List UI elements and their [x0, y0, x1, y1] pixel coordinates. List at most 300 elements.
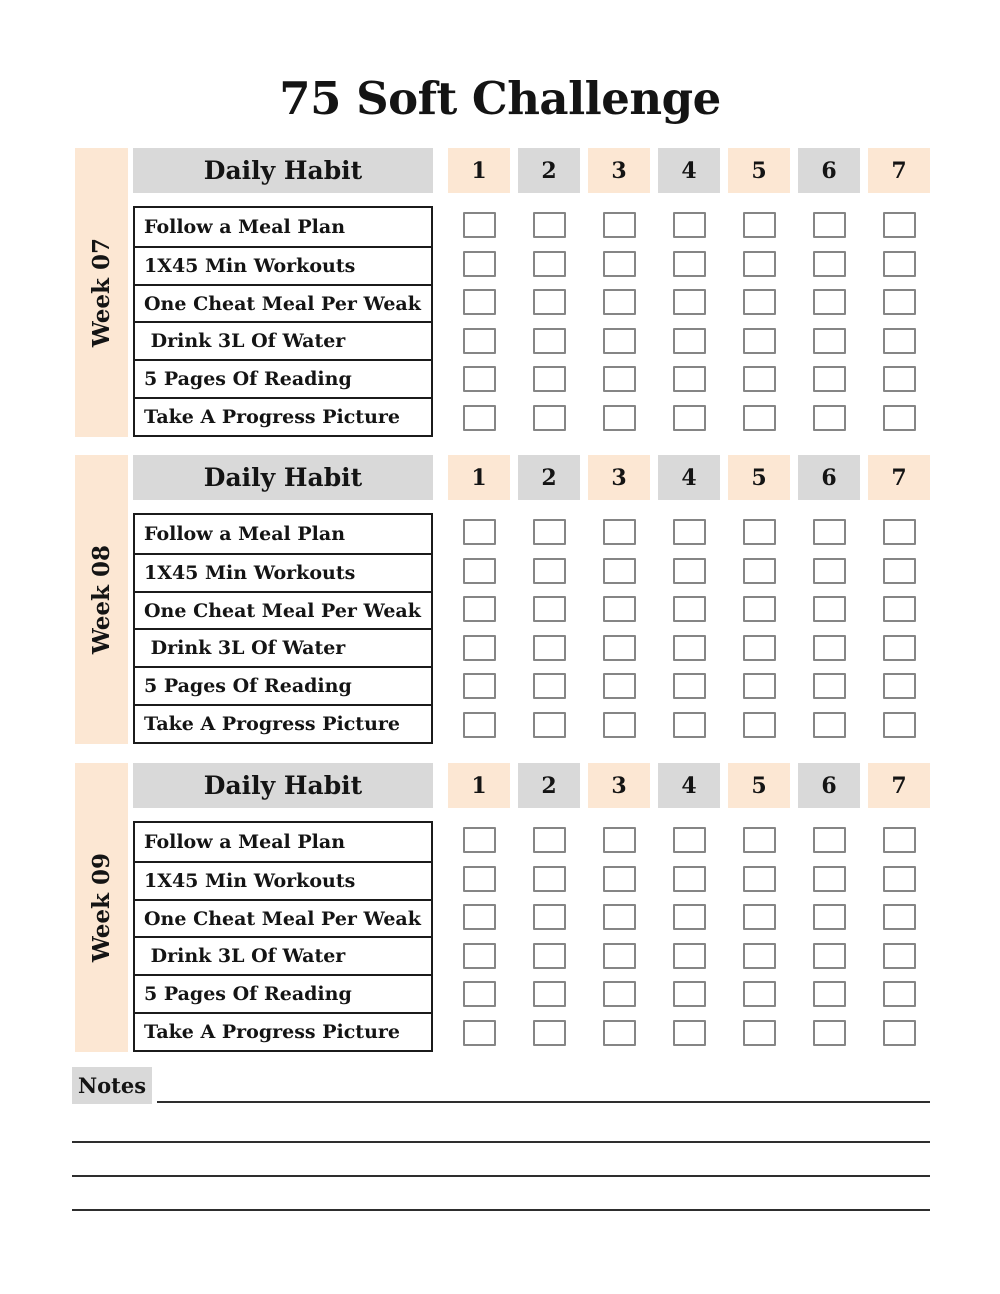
checkbox-cell	[868, 283, 930, 322]
checkbox-cell	[658, 667, 720, 706]
checkbox[interactable]	[813, 673, 846, 699]
checkbox-cell	[588, 360, 650, 399]
checkbox[interactable]	[533, 827, 566, 853]
checkbox-cell	[728, 1014, 790, 1053]
checkbox-cell	[658, 821, 720, 860]
checkbox-cell	[798, 206, 860, 245]
checkbox-grid	[448, 513, 930, 744]
checkbox[interactable]	[533, 981, 566, 1007]
checkbox[interactable]	[813, 212, 846, 238]
checkbox[interactable]	[463, 212, 496, 238]
checkbox-cell	[798, 937, 860, 976]
checkbox-cell	[868, 937, 930, 976]
checkbox[interactable]	[743, 366, 776, 392]
checkbox-cell	[868, 821, 930, 860]
checkbox[interactable]	[813, 596, 846, 622]
checkbox-cell	[658, 283, 720, 322]
checkbox[interactable]	[813, 904, 846, 930]
checkbox[interactable]	[813, 943, 846, 969]
checkbox-cell	[448, 552, 510, 591]
checkbox[interactable]	[813, 635, 846, 661]
checkbox[interactable]	[673, 943, 706, 969]
checkbox[interactable]	[883, 251, 916, 277]
day-header-3: 3	[588, 455, 650, 500]
checkbox-cell	[728, 629, 790, 668]
checkbox-cell	[868, 1014, 930, 1053]
checkbox[interactable]	[603, 289, 636, 315]
checkbox[interactable]	[813, 866, 846, 892]
habit-label: Take A Progress Picture	[144, 1021, 400, 1044]
checkbox-cell	[868, 706, 930, 745]
checkbox[interactable]	[533, 673, 566, 699]
checkbox[interactable]	[883, 635, 916, 661]
habit-row	[135, 936, 431, 974]
checkbox[interactable]	[533, 366, 566, 392]
checkbox[interactable]	[813, 1020, 846, 1046]
checkbox[interactable]	[883, 673, 916, 699]
week-section	[0, 148, 1000, 437]
checkbox-cell	[588, 513, 650, 552]
checkbox[interactable]	[533, 712, 566, 738]
checkbox[interactable]	[463, 251, 496, 277]
checkbox[interactable]	[673, 904, 706, 930]
checkbox[interactable]	[883, 289, 916, 315]
habit-row	[135, 666, 431, 704]
checkbox[interactable]	[673, 212, 706, 238]
daily-habit-header: Daily Habit	[133, 455, 433, 500]
checkbox[interactable]	[603, 712, 636, 738]
checkbox[interactable]	[463, 289, 496, 315]
checkbox-cell	[658, 322, 720, 361]
week-section	[0, 763, 1000, 1052]
checkbox[interactable]	[673, 1020, 706, 1046]
checkbox[interactable]	[533, 943, 566, 969]
day-header-7: 7	[868, 148, 930, 193]
checkbox-cell	[658, 590, 720, 629]
checkbox[interactable]	[673, 827, 706, 853]
checkbox-cell	[728, 975, 790, 1014]
checkbox-cell	[658, 898, 720, 937]
habit-label: Follow a Meal Plan	[144, 215, 346, 238]
habit-row	[135, 359, 431, 397]
habit-table	[133, 206, 433, 437]
checkbox[interactable]	[883, 943, 916, 969]
checkbox-cell	[728, 552, 790, 591]
habit-label: 5 Pages Of Reading	[144, 368, 352, 391]
checkbox[interactable]	[743, 943, 776, 969]
checkbox-cell	[588, 399, 650, 438]
checkbox-cell	[448, 860, 510, 899]
checkbox[interactable]	[603, 328, 636, 354]
checkbox[interactable]	[673, 866, 706, 892]
checkbox-cell	[728, 322, 790, 361]
checkbox[interactable]	[463, 904, 496, 930]
checkbox-cell	[728, 937, 790, 976]
checkbox[interactable]	[673, 519, 706, 545]
habit-label: One Cheat Meal Per Weak	[144, 292, 421, 315]
day-header-4: 4	[658, 148, 720, 193]
checkbox-cell	[518, 706, 580, 745]
checkbox[interactable]	[813, 519, 846, 545]
checkbox[interactable]	[463, 328, 496, 354]
daily-habit-header: Daily Habit	[133, 148, 433, 193]
checkbox-cell	[588, 590, 650, 629]
checkbox-cell	[868, 975, 930, 1014]
day-header-2: 2	[518, 455, 580, 500]
day-header-4: 4	[658, 763, 720, 808]
checkbox[interactable]	[743, 904, 776, 930]
habit-table	[133, 513, 433, 744]
checkbox[interactable]	[463, 943, 496, 969]
checkbox-cell	[658, 975, 720, 1014]
habit-label: Drink 3L Of Water	[144, 330, 346, 353]
checkbox[interactable]	[673, 405, 706, 431]
checkbox-cell	[448, 283, 510, 322]
checkbox-cell	[658, 245, 720, 284]
day-header-2: 2	[518, 148, 580, 193]
checkbox-cell	[658, 629, 720, 668]
checkbox-cell	[868, 513, 930, 552]
day-header-7: 7	[868, 763, 930, 808]
checkbox[interactable]	[463, 519, 496, 545]
checkbox[interactable]	[813, 558, 846, 584]
notes-line[interactable]	[72, 1209, 930, 1211]
habit-row	[135, 974, 431, 1012]
checkbox-cell	[588, 552, 650, 591]
checkbox-cell	[728, 706, 790, 745]
checkbox-cell	[798, 552, 860, 591]
checkbox[interactable]	[743, 405, 776, 431]
day-header-7: 7	[868, 455, 930, 500]
day-header-1: 1	[448, 148, 510, 193]
checkbox[interactable]	[743, 827, 776, 853]
week-sidebar	[75, 148, 128, 437]
day-header-6: 6	[798, 455, 860, 500]
checkbox-cell	[518, 513, 580, 552]
checkbox[interactable]	[743, 596, 776, 622]
habit-label: 1X45 Min Workouts	[144, 869, 356, 892]
checkbox-cell	[868, 590, 930, 629]
checkbox-cell	[448, 629, 510, 668]
checkbox[interactable]	[463, 366, 496, 392]
checkbox[interactable]	[603, 212, 636, 238]
week-sidebar	[75, 763, 128, 1052]
checkbox-cell	[868, 360, 930, 399]
habit-row	[135, 397, 431, 435]
day-header-row	[448, 455, 930, 500]
habit-label: Drink 3L Of Water	[144, 637, 346, 660]
checkbox-cell	[728, 360, 790, 399]
checkbox[interactable]	[603, 251, 636, 277]
notes-label: Notes	[72, 1067, 152, 1104]
notes-line[interactable]	[72, 1141, 930, 1143]
checkbox[interactable]	[743, 212, 776, 238]
checkbox[interactable]	[603, 519, 636, 545]
checkbox[interactable]	[743, 981, 776, 1007]
checkbox-cell	[798, 1014, 860, 1053]
checkbox-cell	[868, 552, 930, 591]
checkbox[interactable]	[743, 289, 776, 315]
checkbox[interactable]	[883, 366, 916, 392]
habit-label: Drink 3L Of Water	[144, 945, 346, 968]
checkbox[interactable]	[673, 635, 706, 661]
checkbox-cell	[588, 667, 650, 706]
checkbox[interactable]	[813, 712, 846, 738]
habit-row	[135, 553, 431, 591]
checkbox[interactable]	[603, 596, 636, 622]
checkbox-cell	[588, 821, 650, 860]
checkbox-cell	[448, 206, 510, 245]
day-header-1: 1	[448, 455, 510, 500]
checkbox[interactable]	[463, 596, 496, 622]
checkbox-cell	[448, 975, 510, 1014]
checkbox-cell	[518, 590, 580, 629]
checkbox[interactable]	[883, 1020, 916, 1046]
checkbox[interactable]	[533, 519, 566, 545]
habit-row	[135, 861, 431, 899]
habit-row	[135, 591, 431, 629]
checkbox[interactable]	[673, 981, 706, 1007]
checkbox[interactable]	[883, 596, 916, 622]
checkbox[interactable]	[533, 596, 566, 622]
checkbox[interactable]	[743, 866, 776, 892]
checkbox-cell	[588, 245, 650, 284]
checkbox[interactable]	[463, 866, 496, 892]
checkbox[interactable]	[883, 558, 916, 584]
checkbox[interactable]	[533, 405, 566, 431]
checkbox[interactable]	[883, 981, 916, 1007]
checkbox-cell	[588, 206, 650, 245]
habit-label: One Cheat Meal Per Weak	[144, 907, 421, 930]
habit-row	[135, 515, 431, 553]
day-header-2: 2	[518, 763, 580, 808]
checkbox[interactable]	[883, 405, 916, 431]
checkbox[interactable]	[813, 366, 846, 392]
checkbox[interactable]	[813, 981, 846, 1007]
checkbox[interactable]	[463, 712, 496, 738]
checkbox-cell	[658, 552, 720, 591]
checkbox[interactable]	[463, 405, 496, 431]
checkbox[interactable]	[743, 1020, 776, 1046]
checkbox[interactable]	[533, 212, 566, 238]
checkbox-cell	[448, 590, 510, 629]
day-header-6: 6	[798, 148, 860, 193]
checkbox[interactable]	[813, 827, 846, 853]
checkbox[interactable]	[603, 1020, 636, 1046]
week-sidebar	[75, 455, 128, 744]
checkbox-cell	[588, 629, 650, 668]
checkbox[interactable]	[533, 289, 566, 315]
checkbox[interactable]	[603, 558, 636, 584]
checkbox-cell	[868, 667, 930, 706]
checkbox-cell	[728, 821, 790, 860]
notes-line[interactable]	[157, 1101, 930, 1103]
checkbox-cell	[868, 629, 930, 668]
checkbox-cell	[658, 706, 720, 745]
checkbox-cell	[798, 898, 860, 937]
habit-label: 5 Pages Of Reading	[144, 675, 352, 698]
checkbox-cell	[518, 399, 580, 438]
habit-label: Follow a Meal Plan	[144, 522, 346, 545]
habit-row	[135, 899, 431, 937]
checkbox-cell	[518, 937, 580, 976]
checkbox-grid	[448, 206, 930, 437]
checkbox-cell	[798, 860, 860, 899]
checkbox[interactable]	[463, 1020, 496, 1046]
checkbox[interactable]	[603, 943, 636, 969]
checkbox-cell	[868, 206, 930, 245]
checkbox[interactable]	[883, 904, 916, 930]
checkbox[interactable]	[533, 866, 566, 892]
day-header-3: 3	[588, 148, 650, 193]
checkbox[interactable]	[673, 289, 706, 315]
checkbox-cell	[798, 513, 860, 552]
habit-row	[135, 823, 431, 861]
checkbox[interactable]	[603, 904, 636, 930]
checkbox-cell	[588, 860, 650, 899]
checkbox[interactable]	[813, 405, 846, 431]
checkbox-cell	[658, 860, 720, 899]
checkbox-cell	[518, 322, 580, 361]
habit-row	[135, 704, 431, 742]
checkbox-cell	[658, 937, 720, 976]
checkbox[interactable]	[813, 251, 846, 277]
checkbox[interactable]	[673, 596, 706, 622]
checkbox[interactable]	[743, 558, 776, 584]
checkbox[interactable]	[883, 827, 916, 853]
checkbox-cell	[798, 667, 860, 706]
checkbox[interactable]	[883, 519, 916, 545]
checkbox-cell	[518, 629, 580, 668]
habit-label: Follow a Meal Plan	[144, 830, 346, 853]
checkbox[interactable]	[463, 827, 496, 853]
checkbox[interactable]	[603, 673, 636, 699]
checkbox[interactable]	[883, 866, 916, 892]
checkbox-cell	[798, 706, 860, 745]
checkbox-cell	[448, 1014, 510, 1053]
checkbox[interactable]	[813, 289, 846, 315]
checkbox[interactable]	[883, 212, 916, 238]
checkbox[interactable]	[603, 866, 636, 892]
checkbox-cell	[448, 898, 510, 937]
notes-line[interactable]	[72, 1175, 930, 1177]
page-title: 75 Soft Challenge	[279, 72, 721, 125]
checkbox-cell	[798, 629, 860, 668]
checkbox-cell	[518, 898, 580, 937]
checkbox-cell	[448, 399, 510, 438]
habit-row	[135, 208, 431, 246]
checkbox-cell	[728, 245, 790, 284]
checkbox[interactable]	[463, 558, 496, 584]
checkbox[interactable]	[743, 251, 776, 277]
checkbox[interactable]	[463, 981, 496, 1007]
checkbox-cell	[588, 322, 650, 361]
checkbox[interactable]	[603, 981, 636, 1007]
day-header-5: 5	[728, 455, 790, 500]
checkbox-cell	[868, 322, 930, 361]
checkbox[interactable]	[813, 328, 846, 354]
checkbox-cell	[728, 590, 790, 629]
checkbox[interactable]	[673, 558, 706, 584]
checkbox[interactable]	[743, 635, 776, 661]
checkbox-cell	[868, 860, 930, 899]
checkbox-cell	[798, 399, 860, 438]
day-header-5: 5	[728, 763, 790, 808]
checkbox[interactable]	[533, 635, 566, 661]
checkbox-cell	[658, 360, 720, 399]
checkbox[interactable]	[603, 827, 636, 853]
week-section	[0, 455, 1000, 744]
day-header-3: 3	[588, 763, 650, 808]
habit-label: 1X45 Min Workouts	[144, 561, 356, 584]
checkbox[interactable]	[463, 673, 496, 699]
checkbox-cell	[868, 898, 930, 937]
checkbox-cell	[728, 283, 790, 322]
checkbox-cell	[518, 283, 580, 322]
checkbox[interactable]	[533, 1020, 566, 1046]
checkbox[interactable]	[673, 366, 706, 392]
checkbox-cell	[798, 590, 860, 629]
checkbox-cell	[518, 667, 580, 706]
habit-row	[135, 321, 431, 359]
checkbox[interactable]	[673, 251, 706, 277]
checkbox[interactable]	[743, 519, 776, 545]
habit-label: Take A Progress Picture	[144, 406, 400, 429]
checkbox-cell	[588, 1014, 650, 1053]
checkbox-cell	[798, 821, 860, 860]
checkbox[interactable]	[463, 635, 496, 661]
checkbox[interactable]	[743, 328, 776, 354]
checkbox-cell	[658, 206, 720, 245]
checkbox[interactable]	[603, 405, 636, 431]
week-label: Week 07	[88, 237, 115, 348]
checkbox-cell	[518, 975, 580, 1014]
checkbox[interactable]	[673, 673, 706, 699]
checkbox[interactable]	[883, 712, 916, 738]
checkbox-cell	[448, 821, 510, 860]
habit-row	[135, 284, 431, 322]
day-header-4: 4	[658, 455, 720, 500]
habit-row	[135, 1012, 431, 1050]
checkbox-cell	[588, 898, 650, 937]
checkbox-cell	[658, 399, 720, 438]
checkbox-cell	[448, 245, 510, 284]
checkbox-cell	[728, 513, 790, 552]
checkbox-cell	[728, 206, 790, 245]
checkbox[interactable]	[673, 328, 706, 354]
checkbox[interactable]	[883, 328, 916, 354]
week-label: Week 08	[88, 544, 115, 655]
checkbox-cell	[798, 975, 860, 1014]
checkbox[interactable]	[533, 558, 566, 584]
checkbox-grid	[448, 821, 930, 1052]
checkbox[interactable]	[533, 251, 566, 277]
habit-row	[135, 246, 431, 284]
checkbox[interactable]	[743, 673, 776, 699]
checkbox-cell	[798, 322, 860, 361]
checkbox[interactable]	[743, 712, 776, 738]
checkbox-cell	[728, 667, 790, 706]
day-header-row	[448, 148, 930, 193]
checkbox[interactable]	[603, 366, 636, 392]
checkbox[interactable]	[533, 904, 566, 930]
checkbox[interactable]	[673, 712, 706, 738]
checkbox-cell	[518, 860, 580, 899]
checkbox[interactable]	[533, 328, 566, 354]
checkbox[interactable]	[603, 635, 636, 661]
checkbox-cell	[448, 706, 510, 745]
checkbox-cell	[518, 552, 580, 591]
